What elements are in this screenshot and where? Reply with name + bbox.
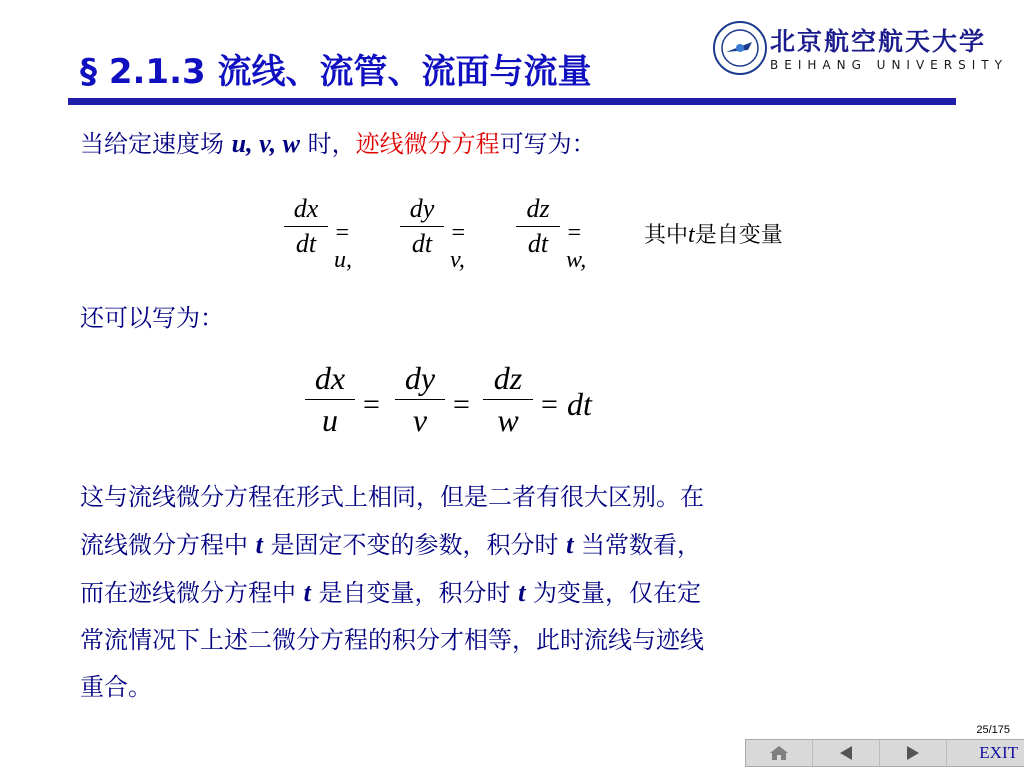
left-arrow-icon [837,744,855,762]
page-number: 25/175 [976,724,1010,736]
slide-navigation-bar [745,739,1024,767]
fraction-dy-v: dy v [395,360,445,439]
equals-sign-2: = [453,388,470,421]
intro-vars: u, v, w [231,129,301,158]
university-seal-icon [712,20,768,76]
home-button[interactable] [746,740,813,766]
body-line-2: 流线微分方程中 t 是固定不变的参数，积分时 t 当常数看， [80,530,702,559]
fraction-dx-u: dx u [305,360,355,439]
next-button[interactable] [880,740,947,766]
intro-suffix: 可写为： [499,130,596,158]
eq1-rhs-u: = u, [334,220,352,273]
previous-button[interactable] [813,740,880,766]
intro-mid: 时， [300,130,356,158]
body-line-1: 这与流线微分方程在形式上相同，但是二者有很大区别。在 [80,483,704,511]
eq2-rhs: dt [567,386,592,422]
explanation-paragraph [80,474,980,711]
intro-highlight: 迹线微分方程 [355,130,500,158]
fraction-dz-dt: dz dt [516,194,560,259]
intro-text [80,124,596,159]
eq1-note: 其中t是自变量 [644,222,783,248]
eq1-rhs-v: = v, [450,220,467,273]
equals-sign-1: = [363,388,380,421]
body-line-5: 重合。 [80,673,152,701]
intro-prefix: 当给定速度场 [80,130,232,158]
home-icon [768,744,790,762]
exit-button[interactable]: EXIT [979,743,1018,762]
body-line-4: 常流情况下上述二微分方程的积分才相等，此时流线与迹线 [80,626,704,654]
fraction-dy-dt: dy dt [400,194,444,259]
logo-chinese-name: 北京航空航天大学 [770,27,987,56]
logo-english-name: BEIHANG UNIVERSITY [770,58,1008,72]
header-divider [68,98,956,105]
right-arrow-icon [904,744,922,762]
body-line-3: 而在迹线微分方程中 t 是自变量，积分时 t 为变量，仅在定 [80,578,702,607]
also-text: 还可以写为： [80,304,224,332]
eq1-rhs-w: = w, [566,220,587,273]
page-title: § 2.1.3 流线、流管、流面与流量 [80,52,592,92]
fraction-dz-w: dz w [483,360,533,439]
fraction-dx-dt: dx dt [284,194,328,259]
equals-sign-3: = [541,388,558,421]
